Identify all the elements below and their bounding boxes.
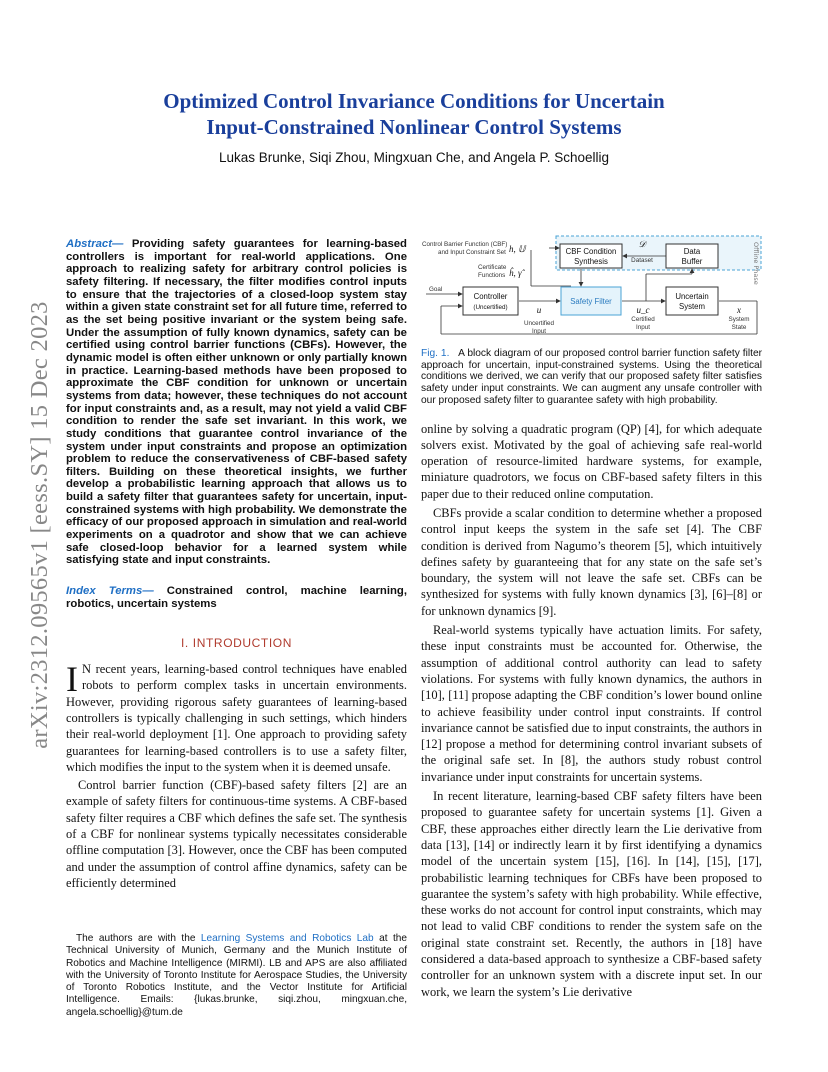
introduction	[66, 661, 407, 891]
x-label-1: System	[728, 316, 750, 323]
block-diagram	[421, 234, 762, 346]
dataset-symbol: 𝒟	[638, 239, 646, 249]
section-number: I.	[180, 636, 193, 651]
author-list: Lukas Brunke, Siqi Zhou, Mingxuan Che, and Angela P. Schoellig	[218, 150, 609, 165]
arxiv-id-text: arXiv:2312.09565v1 [eess.SY] 15 Dec 2023	[26, 301, 53, 749]
safety-filter-label: Safety Filter	[570, 297, 612, 306]
section-title: INTRODUCTION	[192, 636, 292, 651]
uncertain-system-label-2: System	[679, 302, 705, 311]
offline-phase-label: Offline Phase	[752, 242, 760, 285]
drop-cap: I	[66, 659, 78, 700]
right-paragraph-1: online by solving a quadratic program (QP) [4], for which adequate solvers exist. Motivated by the goal of achieving safe real-world operation of resource-limited hardware systems, for example, miniature quadrotors, we focus on CBF-based safety filters in this paper due to their reduced online computation.	[421, 421, 762, 501]
controller-label-2: (Uncertified)	[473, 304, 508, 311]
right-column	[421, 234, 762, 1000]
footnote	[66, 933, 407, 1019]
paper-title	[90, 88, 738, 140]
controller-label-1: Controller	[473, 292, 508, 301]
abstract-text: Providing safety guarantees for learning-based controllers is important for real-world applications. One approach to realizing safety for arbitrary control policies is safety filtering. If necessary, the filter modifies control inputs to ensure that the trajectories of a closed-loop system stay within a given state constraint set for all future time, referred to as the set being positive invariant or the system being safe. Under the assumption of fully known dynamics, safety can be certified using control barrier functions (CBFs). However, the dynamic model is often either unknown or only partially known in practice. Learning-based methods have been proposed to approximate the CBF condition for unknown or uncertain systems from data; however, these techniques do not account for input constraints and, as a result, may not yield a valid CBF condition to render the safe set invariant. In this work, we study conditions that guarantee control invariance of the system under input constraints and propose an optimization problem to reduce the conservativeness of CBF-based safety filters. Building on these theoretical insights, we further develop a probabilistic learning approach that allows us to build a safety filter that guarantees safety for uncertain, input-constrained systems with high probability. We demonstrate the efficacy of our proposed approach in simulation and real-world experiments on a quadrotor and show that we can achieve safe closed-loop behavior for a learned system while satisfying state and input constraints.	[66, 238, 408, 567]
data-buffer-label-1: Data	[683, 247, 701, 256]
right-paragraph-2: CBFs provide a scalar condition to determine whether a proposed control input keeps the system in the safe set [4]. The CBF condition is derived from Nagumo’s theorem [5], which intuitively defines safety by guaranteeing that for any state on the safe set’s boundary, the system will not leave the safe set. CBFs can be synthesized for systems with fully known dynamics [3], [6]–[8] or for unknown dynamics [9].	[421, 506, 762, 618]
footnote-post: at the Technical University of Munich, Germany and the Munich Institute of Robotics and Machine Intelligence (MIRMI). LB and APS are also affiliated with the University of Toronto Institute for Aerospace Studies, the University of Toronto Robotics Institute, and the Vector Institute for Artificial Intelligence. Emails: {lukas.brunke, siqi.zhou, mingxuan.che, angela.schoellig}@tum.de	[66, 933, 408, 1018]
lab-link[interactable]: Learning Systems and Robotics Lab	[200, 933, 374, 944]
x-symbol: x	[737, 305, 741, 315]
right-body	[421, 421, 762, 1000]
title-line-1: Optimized Control Invariance Conditions for Uncertain	[163, 89, 665, 113]
index-terms	[66, 585, 407, 611]
uc-symbol: u_c	[636, 305, 650, 315]
abstract-label: Abstract—	[66, 238, 124, 250]
uc-label-2: Input	[635, 324, 651, 331]
intro-paragraph-1	[66, 661, 407, 775]
section-heading-introduction	[66, 636, 407, 650]
data-buffer-label-2: Buffer	[681, 257, 703, 266]
intro-paragraph-1-text: N recent years, learning-based control techniques have enabled robots to perform complex tasks in uncertain environments. However, providing rigorous safety guarantees of learning-based controllers is typically challenging in such settings, which hinders their real-world deployment [1]. One approach to providing safety guarantees for learning-based controllers is to use a safety filter, which modifies the input to the system when it is deemed unsafe.	[66, 662, 407, 774]
arxiv-identifier	[22, 270, 58, 780]
x-label-2: State	[731, 324, 747, 331]
index-terms-text: Constrained control, machine learning, robotics, uncertain systems	[66, 585, 408, 611]
right-paragraph-4: In recent literature, learning-based CBF safety filters have been proposed to guarantee safety for uncertain systems [1]. Given a CBF, these approaches either directly learn the Lie derivative from data [13], [14] or indirectly learn it by first identifying a dynamics model of the uncertain system [15], [16]. In [14], [15], [17], probabilistic learning techniques for CBFs have been proposed to guarantee the system’s safety with high probability. While effective, these works do not account for control input constraints, which may not lead to valid CBF conditions to render the system safe on the original state constraint set. Recently, the authors in [18] have considered a data-based approach to synthesize a CBF-based safety controller for an unknown system with a discrete input set. In our work, we learn the system’s Lie derivative	[421, 789, 762, 999]
title-line-2: Input-Constrained Nonlinear Control Systems	[206, 115, 622, 139]
cbf-synthesis-label-2: Synthesis	[574, 257, 608, 266]
footnote-pre: The authors are with the	[76, 933, 201, 944]
dataset-label: Dataset	[631, 257, 653, 264]
uc-label-1: Certified	[631, 316, 655, 323]
caption-text: A block diagram of our proposed control barrier function safety filter approach for uncertain, input-constrained systems. Using the theoretical conditions we derived, we can verify that our proposed safety filter satisfies safety under input constraints. We can augment any unsafe controller with our proposed safety filter to guarantee safety with high probability.	[421, 348, 763, 406]
block-diagram-figure	[421, 234, 762, 346]
intro-paragraph-2: Control barrier function (CBF)-based safety filters [2] are an example of safety filters for continuous-time systems. A CBF-based safety filter requires a CBF which defines the safe set. The synthesis of a CBF for nonlinear systems typically necessitates considerable offline computation [3]. However, once the CBF has been computed and under the assumption of control affine dynamics, safety can be efficiently determined	[66, 778, 407, 890]
u-label-2: Input	[531, 328, 547, 335]
u-symbol: u	[536, 305, 542, 315]
u-label-1: Uncertified	[523, 320, 555, 327]
cbf-symbol: h, 𝕌	[509, 244, 526, 254]
index-terms-label: Index Terms—	[66, 585, 154, 598]
certificate-symbol: ĥ, γ̂	[509, 268, 522, 278]
cbf-label-1: Control Barrier Function (CBF)	[422, 241, 508, 248]
cbf-label-2: and Input Constraint Set	[438, 249, 506, 256]
certificate-label-1: Certificate	[478, 264, 507, 271]
certificate-label-2: Functions	[478, 272, 506, 279]
left-column	[66, 238, 407, 891]
uncertain-system-label-1: Uncertain	[675, 292, 709, 301]
caption-label: Fig. 1.	[421, 348, 450, 359]
figure-caption	[421, 348, 762, 407]
right-paragraph-3: Real-world systems typically have actuation limits. For safety, these input constraints must be accounted for. Otherwise, the assumption of additional control authority can lead to safety violations. For systems with fully known dynamics, the authors in [10], [11] propose adapting the CBF condition’s lower bound online to achieve feasibility under control input constraints. If control invariance cannot be satisfied due to input constraints, the authors in [12] propose a method for determining control invariant subsets of the original safe set. In [8], the authors study robust control invariance under input constraints for uncertain systems.	[421, 623, 762, 784]
cbf-synthesis-label-1: CBF Condition	[565, 247, 617, 256]
goal-label: Goal	[429, 286, 443, 293]
abstract	[66, 238, 407, 567]
